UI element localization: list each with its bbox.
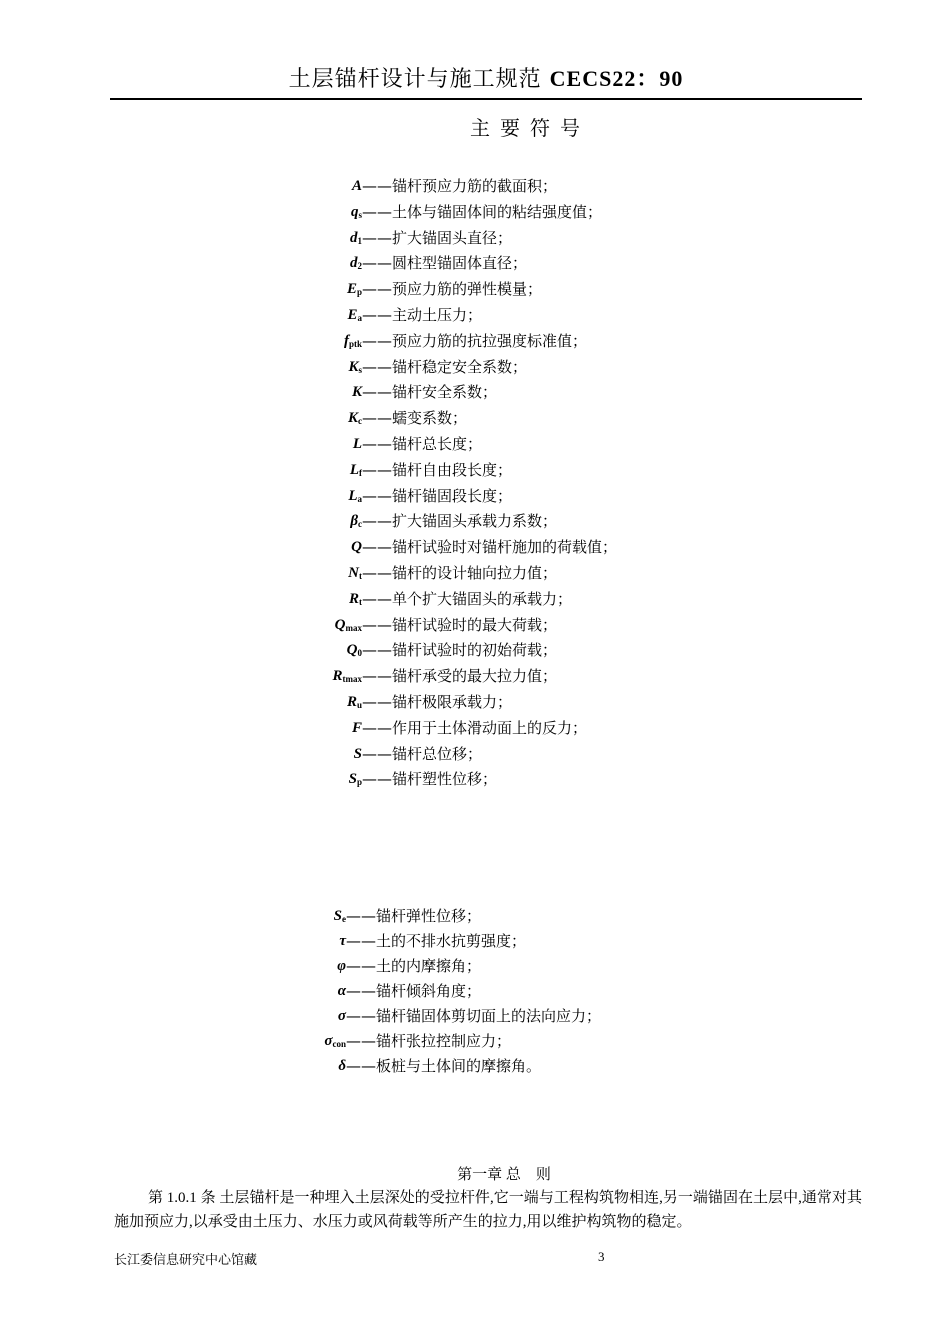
symbol-char: β [350,513,358,530]
symbol-char: A [351,178,362,194]
symbol-description: ——锚杆总长度； [362,435,483,453]
symbol-label [347,303,362,330]
symbol-subscript: u [356,700,362,710]
symbol-subscript: p [356,287,362,298]
symbol-char: F [351,719,362,736]
symbol-subscript: a [357,493,362,504]
symbol-char: L [348,487,358,504]
symbol-label [352,716,362,740]
symbol-char: τ [339,933,346,949]
footer-collection: 长江委信息研究中心馆藏 [114,1252,258,1267]
symbol-description: ——单个扩大锚固头的承载力； [362,589,573,608]
symbol-description: ——锚杆的设计轴向拉力值； [362,564,558,582]
symbol-description: ——锚杆稳定安全系数； [362,357,528,376]
symbol-label [350,509,362,536]
symbol-description: ——圆柱型锚固体直径； [362,254,528,273]
symbol-description: ——锚杆总位移； [362,744,483,763]
symbol-description: ——锚杆自由段长度； [362,460,513,479]
header-title [110,64,862,95]
symbol-label [339,929,346,953]
symbol-description: ——锚杆预应力筋的截面积； [362,177,558,195]
symbol-description: ——土体与锚固体间的粘结强度值； [362,202,603,221]
symbol-label [352,380,362,404]
symbol-label [352,174,362,198]
symbol-description: ——蠕变系数； [362,409,468,428]
symbol-char: R [348,590,359,607]
symbol-description: ——锚杆安全系数； [362,383,498,402]
symbol-label [351,535,362,559]
section-title: 主要符号 [470,116,590,140]
symbol-label [334,904,346,931]
symbol-subscript: p [356,777,362,788]
symbol-description: ——锚杆锚固体剪切面上的法向应力； [346,1007,602,1025]
symbol-char: S [348,771,357,788]
symbol-label [347,277,362,304]
symbol-char: N [348,565,359,581]
symbol-description: ——扩大锚固头承载力系数； [362,512,558,531]
symbol-char: R [332,668,343,685]
symbol-subscript: s [358,209,362,220]
symbol-char: δ [338,1058,346,1074]
header-rule [110,98,862,100]
page-number: 3 [598,1249,605,1264]
symbol-subscript: e [342,914,346,924]
symbol-char: Q [334,616,346,633]
symbol-char: L [352,436,362,452]
symbol-char: d [350,229,358,246]
symbol-char: L [349,461,359,478]
symbol-label [344,329,362,356]
symbol-label [350,458,362,485]
symbol-char: f [343,332,349,349]
symbol-subscript: con [332,1039,346,1049]
symbol-description: ——锚杆承受的最大拉力值； [362,667,558,686]
symbol-label [347,690,362,717]
symbol-description: ——锚杆极限承载力； [362,693,513,711]
symbol-description: ——预应力筋的弹性模量； [362,280,543,299]
symbol-subscript: 1 [357,235,362,246]
symbol-label [350,251,362,278]
symbol-description: ——锚杆弹性位移； [346,907,482,925]
symbol-char: σ [324,1033,333,1049]
symbol-label [353,432,362,456]
symbol-subscript: ptk [348,338,362,349]
symbol-subscript: max [345,622,362,633]
symbol-label [348,484,362,511]
symbol-description: ——预应力筋的抗拉强度标准值； [362,331,588,350]
symbol-description: ——土的不排水抗剪强度； [346,932,527,950]
symbol-char: φ [337,958,346,974]
symbol-char: R [346,694,357,710]
symbol-description: ——板桩与土体间的摩擦角。 [346,1057,542,1075]
symbol-label [338,979,346,1003]
symbol-description: ——扩大锚固头直径； [362,228,513,247]
symbol-description: ——锚杆试验时的最大荷载； [362,615,558,634]
symbol-label [337,954,346,978]
symbol-subscript: tmax [342,674,362,685]
symbol-subscript: a [357,313,362,323]
symbol-subscript: c [358,416,362,427]
chapter-title: 第一章 总 则 [457,1167,551,1183]
symbol-char: E [346,281,357,298]
symbol-description: ——锚杆锚固段长度； [362,486,513,505]
symbol-label [349,767,362,794]
symbol-subscript: f [359,467,362,478]
header-code: CECS22：90 [549,66,684,91]
symbol-char: K [351,384,362,401]
symbol-subscript: c [358,519,362,530]
symbol-char: S [333,908,342,924]
symbol-subscript: 0 [357,648,362,659]
symbol-description: ——锚杆倾斜角度； [346,982,482,1000]
symbol-label [335,613,362,640]
symbol-description: ——锚杆试验时的初始荷载； [362,641,558,660]
symbol-char: q [350,203,359,220]
symbol-label [351,200,362,227]
header-title-text: 土层锚杆设计与施工规范 [288,67,542,92]
symbol-subscript: t [359,596,362,607]
symbol-subscript: 2 [357,261,362,272]
symbol-label [338,1054,346,1078]
symbol-label [347,638,362,665]
symbol-label [348,355,362,382]
symbol-description: ——主动土压力； [362,306,483,324]
symbol-description: ——锚杆塑性位移； [362,770,498,789]
symbol-label [348,561,362,588]
symbol-char: Q [346,642,358,659]
symbol-description: ——作用于土体滑动面上的反力； [362,718,588,737]
symbol-char: K [347,410,358,427]
symbol-label [348,406,362,433]
symbol-label [338,1004,346,1028]
symbol-label [332,664,362,691]
symbol-description: ——锚杆试验时对锚杆施加的荷载值； [362,538,618,557]
symbol-char: Q [351,539,362,556]
symbol-char: σ [337,1008,346,1024]
symbol-subscript: s [358,364,362,375]
symbol-char: K [348,358,359,375]
symbol-label [324,1029,346,1056]
symbol-description: ——土的内摩擦角； [346,957,482,975]
symbol-label [350,226,362,253]
symbol-char: α [337,983,346,999]
symbol-char: E [347,307,358,323]
article-1-0-1: 第 1.0.1 条 土层锚杆是一种埋入土层深处的受拉杆件,它一端与工程构筑物相连,另一端锚固在土层中,通常对其施加预应力,以承受由土压力、水压力或风荷载等所产生的拉力,用以维护构筑物的稳定。 [114,1190,862,1230]
symbol-label [349,587,362,614]
symbol-description: ——锚杆张拉控制应力； [346,1032,512,1050]
symbol-char: S [353,745,362,762]
symbol-subscript: t [359,571,362,581]
symbol-char: d [350,255,358,272]
symbol-label [354,742,362,766]
